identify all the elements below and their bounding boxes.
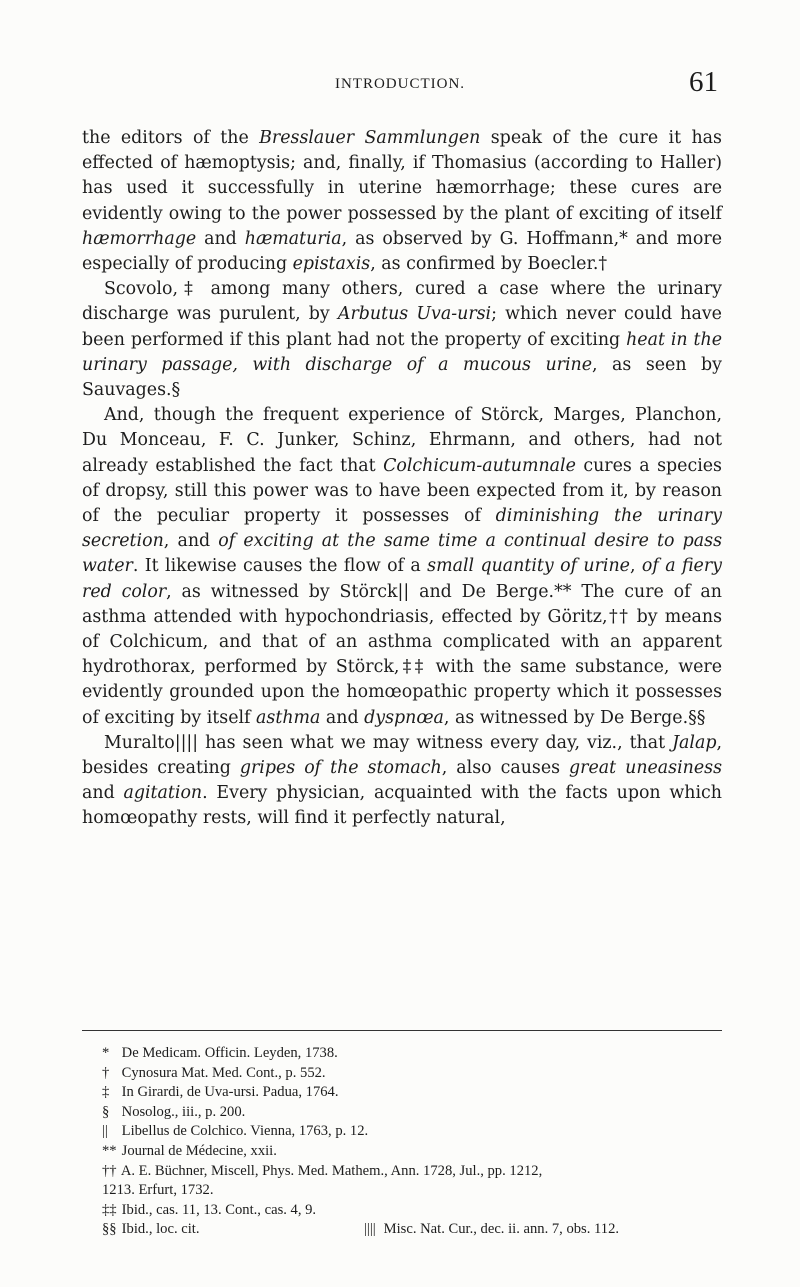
footnote-text: Libellus de Colchico. Vienna, 1763, p. 12. xyxy=(121,1123,369,1140)
italic-text: great uneasiness xyxy=(569,758,723,779)
italic-text: Arbutus Uva-ursi xyxy=(337,304,492,325)
text-run: , as witnessed by Störck|| and De Berge.** The cure of an asthma attended with hypochondriasis, effected by Göritz,†† by means of Colchicum, and that of an asthma complicated with an apparent hydrothorax, performed by Störck,‡‡ with the same substance, were evidently grounded upon the homœopathic property which it possesses of exciting by itself xyxy=(82,581,722,728)
footnote xyxy=(102,1103,727,1123)
footnote-text: Journal de Médecine, xxii. xyxy=(121,1142,277,1159)
text-run: , besides creating xyxy=(82,732,722,779)
italic-text: asthma xyxy=(256,707,321,728)
footnotes xyxy=(102,1044,727,1240)
footnote-mark: * xyxy=(102,1045,110,1061)
footnote xyxy=(102,1142,727,1162)
text-run: , as observed by G. Hoffmann,* and more especially of producing xyxy=(82,228,722,275)
text-run: , as witnessed by De Berge.§§ xyxy=(443,707,706,728)
italic-text: agitation xyxy=(123,783,203,804)
text-run: . It likewise causes the flow of a xyxy=(132,556,428,577)
text-run: . Every physician, acquainted with the facts upon which homœopathy rests, will find it perfectly natural, xyxy=(82,783,722,829)
italic-text: Colchicum-autumnale xyxy=(383,455,576,476)
page-header xyxy=(0,66,800,110)
italic-text: hæmorrhage xyxy=(82,228,197,249)
text-run: And, though the frequent experience of Störck, Marges, Planchon, Du Monceau, F. C. Junker, Schinz, Ehrmann, and others, had not already established the fact that xyxy=(82,405,722,476)
italic-text: diminishing the urinary secretion xyxy=(82,506,722,552)
text-run: speak of the cure it has effected of hæmoptysis; and, finally, if Thomasius (according to Haller) has used it successfully in uterine hæmorrhage; these cures are evidently owing to the power possessed by the plant of exciting of itself xyxy=(82,128,722,224)
footnote-mark: ‡ xyxy=(102,1084,110,1101)
text-run: , and xyxy=(163,531,219,552)
running-head: INTRODUCTION. xyxy=(334,76,466,92)
footnote-mark: §§ xyxy=(102,1221,117,1238)
text-run: Scovolo,‡ among many others, cured a case where the urinary discharge was purulent, by xyxy=(82,279,722,325)
footnote-mark: ** xyxy=(102,1142,117,1159)
text-run: cures a species of dropsy, still this power was to have been expected from it, by reason of the peculiar property it possesses of xyxy=(82,455,722,527)
text-run: and xyxy=(196,228,245,249)
text-run: , as seen by Sauvages.§ xyxy=(82,354,722,401)
footnote-continuation: 1213. Erfurt, 1732. xyxy=(102,1182,214,1199)
footnote xyxy=(102,1162,727,1182)
footnote xyxy=(102,1083,727,1103)
text-run: , xyxy=(629,556,642,577)
italic-text: of a fiery red color xyxy=(82,556,722,602)
text-run: Muralto|||| has seen what we may witness every day, viz., that xyxy=(104,732,673,753)
italic-text: dyspnœa xyxy=(364,707,444,728)
footnote-text: A. E. Büchner, Miscell, Phys. Med. Mathem., Ann. 1728, Jul., pp. 1212, xyxy=(120,1162,543,1179)
footnote-text: Ibid., loc. cit. xyxy=(121,1221,200,1238)
paragraph xyxy=(82,126,722,277)
footnote-text: Ibid., cas. 11, 13. Cont., cas. 4, 9. xyxy=(121,1201,317,1218)
paragraph xyxy=(82,731,722,832)
italic-text: epistaxis xyxy=(292,254,371,275)
paragraph xyxy=(82,277,722,403)
text-run: ; which never could have been performed if this plant had not the property of exciting xyxy=(82,304,722,350)
footnote xyxy=(364,1220,619,1240)
paragraph xyxy=(82,403,722,731)
footnote xyxy=(102,1201,727,1221)
italic-text: small quantity of urine xyxy=(427,556,630,577)
footnote-mark: || xyxy=(102,1123,108,1140)
footnote-mark: § xyxy=(102,1103,110,1120)
text-run: and xyxy=(82,783,124,804)
page-number: 61 xyxy=(689,66,718,98)
italic-text: gripes of the stomach xyxy=(239,758,442,779)
footnote-mark: ‡‡ xyxy=(102,1201,117,1218)
text-run: , as confirmed by Boecler.† xyxy=(370,254,608,275)
footnote-text: Misc. Nat. Cur., dec. ii. ann. 7, obs. 112. xyxy=(383,1221,620,1238)
footnote-text: In Girardi, de Uva-ursi. Padua, 1764. xyxy=(121,1084,339,1101)
footnote-text: Nosolog., iii., p. 200. xyxy=(121,1103,246,1120)
text-run: , also causes xyxy=(441,758,570,779)
footnote-mark: † xyxy=(102,1064,110,1081)
footnote-divider xyxy=(82,1030,722,1031)
footnote xyxy=(102,1221,199,1237)
text-run: the editors of the xyxy=(82,128,260,148)
footnote xyxy=(102,1064,727,1084)
footnote xyxy=(102,1122,727,1142)
italic-text: hæmaturia xyxy=(244,228,342,249)
footnote-row xyxy=(102,1220,727,1240)
footnote-text: De Medicam. Officin. Leyden, 1738. xyxy=(121,1045,338,1061)
body-text xyxy=(82,126,722,832)
footnote-text: Cynosura Mat. Med. Cont., p. 552. xyxy=(121,1064,326,1081)
italic-text: Bresslauer Sammlungen xyxy=(259,128,481,148)
footnote xyxy=(102,1044,727,1064)
italic-text: Jalap xyxy=(672,732,717,753)
footnote-mark: †† xyxy=(102,1162,117,1179)
footnote-mark: |||| xyxy=(364,1221,376,1238)
italic-text: of exciting at the same time a continual desire to pass water xyxy=(82,531,722,577)
italic-text: heat in the urinary passage, with discharge of a mucous urine xyxy=(82,329,722,375)
text-run: and xyxy=(320,707,365,728)
